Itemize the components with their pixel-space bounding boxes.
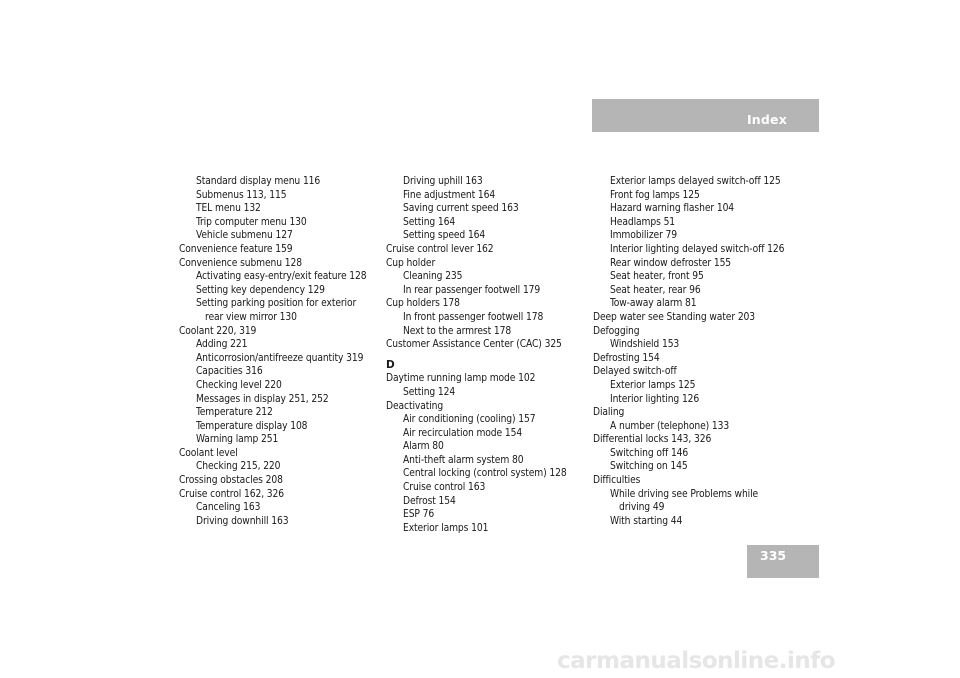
- index-entry: Customer Assistance Center (CAC) 325: [386, 339, 562, 351]
- index-entry: Setting speed 164: [403, 230, 486, 242]
- index-entry: Headlamps 51: [610, 216, 676, 228]
- index-entry: In rear passenger footwell 179: [403, 284, 541, 296]
- index-entry: Fine adjustment 164: [403, 189, 496, 201]
- index-entry: Defogging: [593, 325, 640, 337]
- index-entry: Setting 164: [403, 216, 456, 228]
- index-entry: Alarm 80: [403, 441, 444, 453]
- section-title: Index: [746, 112, 787, 127]
- index-letter-heading: D: [386, 358, 395, 371]
- index-entry: Air conditioning (cooling) 157: [403, 414, 536, 426]
- index-entry: Temperature 212: [196, 407, 273, 419]
- index-column-3: [593, 175, 793, 528]
- index-entry: Convenience submenu 128: [179, 257, 302, 269]
- index-entry: A number (telephone) 133: [610, 420, 730, 432]
- section-header-tab: [592, 99, 819, 132]
- index-entry: Coolant level: [179, 447, 238, 459]
- index-entry: Cruise control 163: [403, 482, 486, 494]
- index-entry: Exterior lamps 101: [403, 522, 489, 534]
- index-entry: TEL menu 132: [196, 203, 261, 215]
- index-entry: Cup holder: [386, 257, 436, 269]
- index-entry: Anticorrosion/antifreeze quantity 319: [196, 352, 364, 364]
- index-entry: driving 49: [619, 502, 665, 514]
- index-entry: Exterior lamps delayed switch-off 125: [610, 176, 781, 187]
- index-entry: Coolant 220, 319: [179, 325, 257, 337]
- index-entry: Defrost 154: [403, 495, 456, 507]
- index-entry: Central locking (control system) 128: [403, 468, 567, 480]
- watermark-text: carmanualsonline.info: [557, 648, 836, 674]
- index-entry: Capacities 316: [196, 366, 263, 378]
- index-entry: Checking 215, 220: [196, 461, 281, 473]
- index-entry: Difficulties: [593, 475, 641, 487]
- index-entry: In front passenger footwell 178: [403, 311, 544, 323]
- index-entry: Interior lighting delayed switch-off 126: [610, 243, 785, 255]
- index-entry: Cruise control lever 162: [386, 243, 494, 255]
- index-entry: Temperature display 108: [196, 420, 308, 432]
- index-entry: Next to the armrest 178: [403, 325, 512, 337]
- index-entry: Deactivating: [386, 400, 444, 412]
- index-entry: Setting parking position for exterior: [196, 298, 357, 310]
- index-entry: Defrosting 154: [593, 352, 660, 364]
- index-entry: Delayed switch-off: [593, 366, 677, 378]
- index-entry: Setting 124: [403, 386, 456, 398]
- index-entry: Standard display menu 116: [196, 176, 321, 187]
- page-number: 335: [760, 548, 787, 563]
- index-entry: Convenience feature 159: [179, 243, 293, 255]
- index-column-1: [179, 175, 379, 528]
- index-entry: Daytime running lamp mode 102: [386, 373, 536, 385]
- index-entry: Immobilizer 79: [610, 230, 678, 242]
- index-entry: Trip computer menu 130: [196, 216, 307, 228]
- index-entry: Rear window defroster 155: [610, 257, 732, 269]
- index-entry: Air recirculation mode 154: [403, 427, 523, 439]
- index-entry: Dialing: [593, 407, 625, 419]
- index-entry: Tow-away alarm 81: [610, 298, 697, 310]
- index-entry: Interior lighting 126: [610, 393, 700, 405]
- index-entry: Deep water see Standing water 203: [593, 311, 756, 323]
- index-entry: Cup holders 178: [386, 298, 460, 310]
- index-entry: Vehicle submenu 127: [196, 230, 293, 242]
- index-entry: Adding 221: [196, 339, 248, 351]
- index-entry: With starting 44: [610, 515, 683, 527]
- index-entry: rear view mirror 130: [205, 311, 297, 323]
- index-entry: Front fog lamps 125: [610, 189, 700, 201]
- index-entry: Messages in display 251, 252: [196, 393, 329, 405]
- index-entry: While driving see Problems while: [610, 488, 759, 500]
- index-entry: Warning lamp 251: [196, 434, 279, 446]
- index-entry: Anti-theft alarm system 80: [403, 454, 524, 466]
- index-entry: Setting key dependency 129: [196, 284, 325, 296]
- index-entry: Driving uphill 163: [403, 176, 483, 187]
- index-entry: Switching off 146: [610, 447, 689, 459]
- index-entry: Windshield 153: [610, 339, 680, 351]
- index-entry: Switching on 145: [610, 461, 688, 473]
- index-entry: Checking level 220: [196, 379, 282, 391]
- index-entry: Seat heater, front 95: [610, 271, 704, 283]
- index-entry: Submenus 113, 115: [196, 189, 287, 201]
- index-entry: Cleaning 235: [403, 271, 463, 283]
- page-number-tab: [747, 545, 819, 578]
- index-entry: ESP 76: [403, 509, 435, 521]
- index-entry: Hazard warning flasher 104: [610, 203, 735, 215]
- index-entry: Crossing obstacles 208: [179, 475, 283, 487]
- index-entry: Differential locks 143, 326: [593, 434, 712, 446]
- index-column-2: [386, 175, 586, 535]
- index-entry: Exterior lamps 125: [610, 379, 696, 391]
- index-entry: Seat heater, rear 96: [610, 284, 701, 296]
- index-entry: Canceling 163: [196, 502, 261, 514]
- index-entry: Cruise control 162, 326: [179, 488, 285, 500]
- index-entry: Driving downhill 163: [196, 515, 289, 527]
- index-entry: Activating easy-entry/exit feature 128: [196, 271, 367, 283]
- index-entry: Saving current speed 163: [403, 203, 519, 215]
